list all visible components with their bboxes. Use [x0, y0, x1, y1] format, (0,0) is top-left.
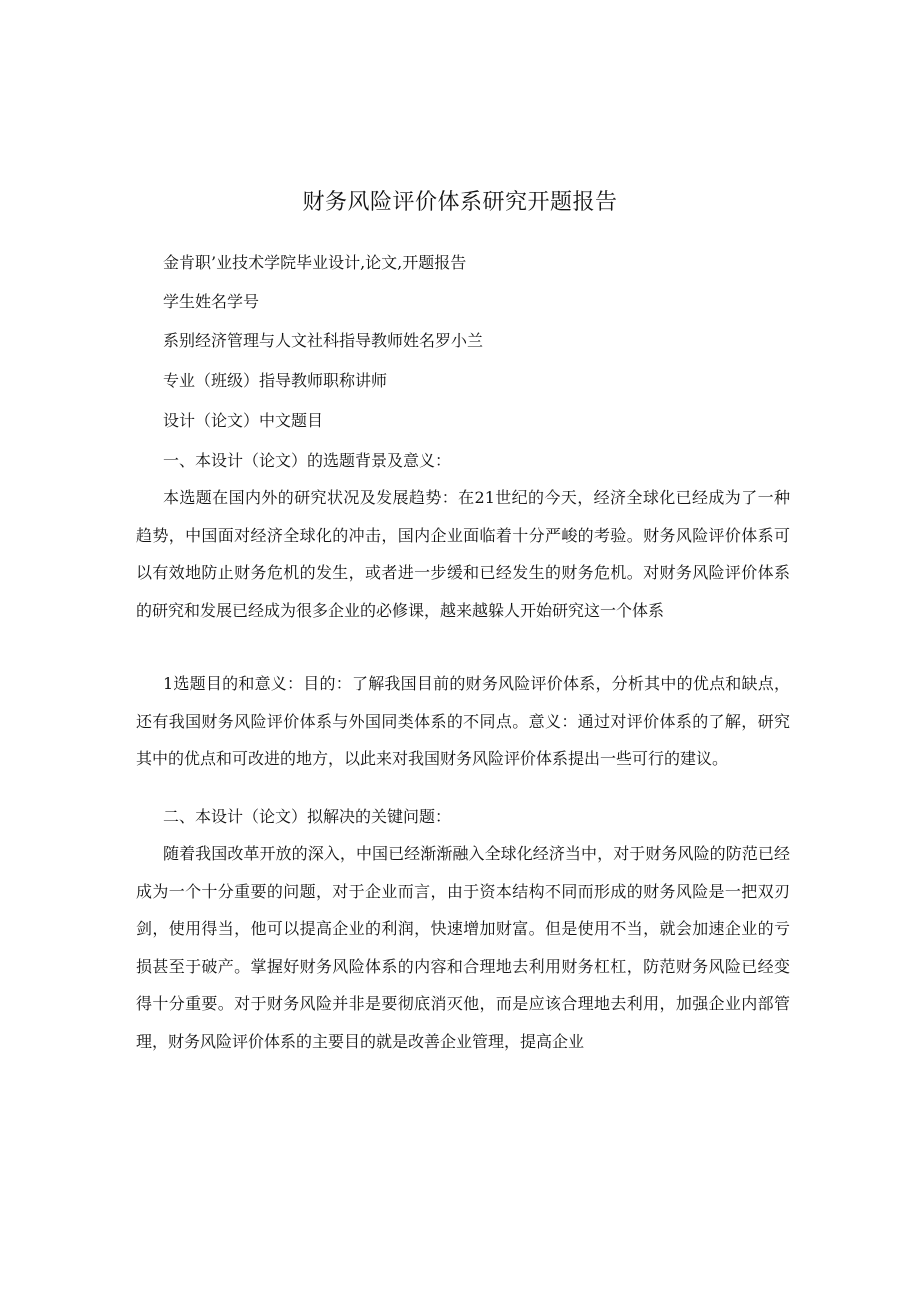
- section1-paragraph-background: 本选题在国内外的研究状况及发展趋势：在21世纪的今天，经济全球化已经成为了一种趋势，中国面对经济全球化的冲击，国内企业面临着十分严峻的考验。财务风险评价体系可以有效地防止财务危机的发生，或者进一步缓和已经发生的财务危机。对财务风险评价体系的研究和发展已经成为很多企业的必修课，越来越躲人开始研究这一个体系: [136, 488, 790, 620]
- document-title: 财务风险评价体系研究开题报告: [302, 190, 618, 215]
- topic-line: 设计（论文）中文题目: [163, 411, 324, 430]
- section1-heading: 一、本设计（论文）的选题背景及意义：: [163, 451, 452, 470]
- section2-heading: 二、本设计（论文）拟解决的关键问题：: [163, 807, 452, 826]
- section1-paragraph-purpose: 1选题目的和意义：目的：了解我国目前的财务风险评价体系，分析其中的优点和缺点，还有我国财务风险评价体系与外国同类体系的不同点。意义：通过对评价体系的了解，研究其中的优点和可改进的地方，以此来对我国财务风险评价体系提出一些可行的建议。: [136, 674, 790, 768]
- department-line: 系别经济管理与人文社科指导教师姓名罗小兰: [163, 331, 484, 350]
- section2-paragraph: 随着我国改革开放的深入，中国已经渐渐融入全球化经济当中，对于财务风险的防范已经成为一个十分重要的问题，对于企业而言，由于资本结构不同而形成的财务风险是一把双刃剑，使用得当，他可以提高企业的利润，快速增加财富。但是使用不当，就会加速企业的亏损甚至于破产。掌握好财务风险体系的内容和合理地去利用财务杠杠，防范财务风险已经变得十分重要。对于财务风险并非是要彻底消灭他，而是应该合理地去利用，加强企业内部管理，财务风险评价体系的主要目的就是改善企业管理，提高企业: [136, 844, 790, 1051]
- school-line: 金肯职’业技术学院毕业设计,论文,开题报告: [163, 253, 467, 272]
- student-line: 学生姓名学号: [163, 292, 260, 311]
- major-line: 专业（班级）指导教师职称讲师: [163, 371, 388, 390]
